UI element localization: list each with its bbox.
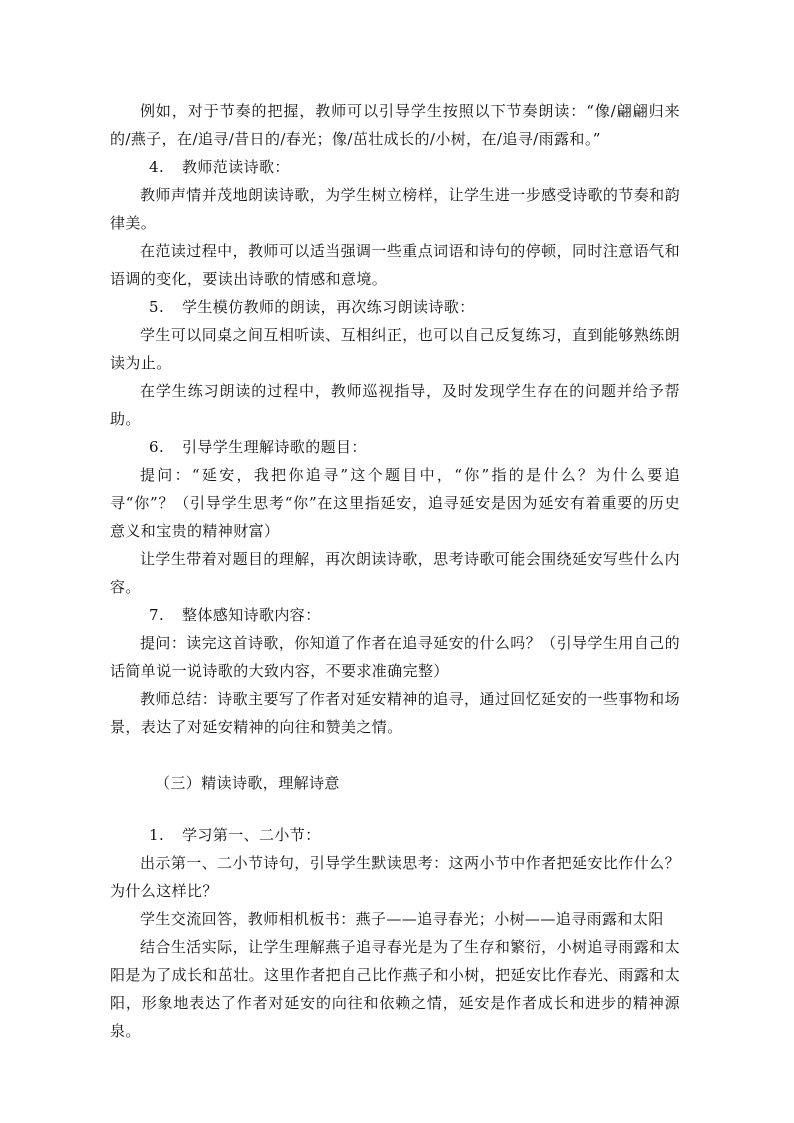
step-number: 4.: [149, 158, 165, 176]
step-6-heading: [110, 433, 680, 461]
step-4-heading: [110, 153, 680, 181]
paragraph-reread: 让学生带着对题目的理解，再次朗读诗歌，思考诗歌可能会围绕延安写些什么内容。: [110, 550, 680, 596]
step-7-heading: [110, 601, 680, 629]
paragraph-content-question: 提问：读完这首诗歌，你知道了作者在追寻延安的什么吗？（引导学生用自己的话简单说一说诗歌的大致内容，不要求准确完整）: [110, 634, 680, 680]
paragraph-teacher-summary: 教师总结：诗歌主要写了作者对延安精神的追寻，通过回忆延安的一些事物和场景，表达了对延安精神的向往和赞美之情。: [110, 690, 680, 736]
paragraph-stanza-question: 出示第一、二小节诗句，引导学生默读思考：这两小节中作者把延安比作什么？为什么这样比？: [110, 854, 680, 900]
step-1-heading: [110, 821, 680, 849]
step-title: 学生模仿教师的朗读，再次练习朗读诗歌：: [182, 298, 475, 316]
step-title: 教师范读诗歌：: [182, 158, 290, 176]
step-number: 6.: [149, 438, 165, 456]
paragraph-peer-practice: 学生可以同桌之间互相听读、互相纠正，也可以自己反复练习，直到能够熟练朗读为止。: [110, 326, 680, 372]
step-title: 引导学生理解诗歌的题目：: [182, 438, 367, 456]
paragraph-teacher-guidance: 在学生练习朗读的过程中，教师巡视指导，及时发现学生存在的问题并给予帮助。: [110, 382, 680, 428]
step-title: 整体感知诗歌内容：: [182, 606, 321, 624]
paragraph-reading-process: 在范读过程中，教师可以适当强调一些重点词语和诗句的停顿，同时注意语气和语调的变化，要读出诗歌的情感和意境。: [110, 242, 680, 288]
step-number: 5.: [149, 298, 165, 316]
step-5-heading: [110, 293, 680, 321]
step-number: 7.: [149, 606, 165, 624]
step-title: 学习第一、二小节：: [182, 826, 321, 844]
paragraph-metaphor-explanation: 结合生活实际，让学生理解燕子追寻春光是为了生存和繁衍，小树追寻雨露和太阳是为了成长和茁壮。这里作者把自己比作燕子和小树，把延安比作春光、雨露和太阳，形象地表达了作者对延安的向往和依赖之情，延安是作者成长和进步的精神源泉。: [110, 938, 680, 1040]
paragraph-title-question: 提问：“延安，我把你追寻”这个题目中，“你”指的是什么？为什么要追寻“你”？（引导学生思考“你”在这里指延安，追寻延安是因为延安有着重要的历史意义和宝贵的精神财富）: [110, 466, 680, 540]
section-heading: （三）精读诗歌，理解诗意: [155, 774, 340, 792]
document-body: [110, 97, 680, 1045]
step-number: 1.: [149, 826, 165, 844]
paragraph-board-writing: 学生交流回答，教师相机板书：燕子——追寻春光；小树——追寻雨露和太阳: [140, 910, 664, 928]
paragraph-teacher-reading: 教师声情并茂地朗读诗歌，为学生树立榜样，让学生进一步感受诗歌的节奏和韵律美。: [110, 186, 680, 232]
spacer: [110, 797, 680, 821]
spacer: [110, 741, 680, 769]
paragraph-rhythm-example: 例如，对于节奏的把握，教师可以引导学生按照以下节奏朗读：“像/翩翩归来的/燕子，在/追寻/昔日的/春光；像/茁壮成长的/小树，在/追寻/雨露和。”: [110, 102, 680, 148]
